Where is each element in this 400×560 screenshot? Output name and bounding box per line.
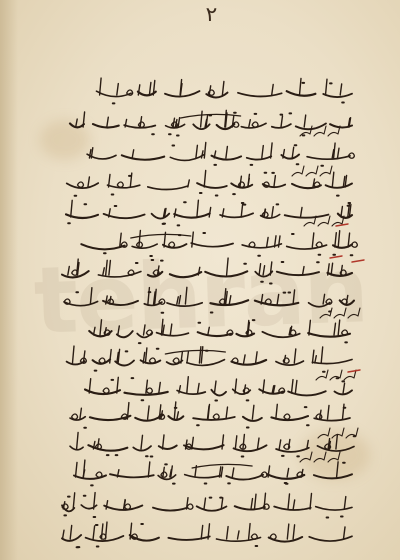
script-stroke <box>170 272 201 277</box>
script-stroke <box>85 390 120 395</box>
script-stroke <box>163 325 165 335</box>
script-stroke <box>148 462 150 477</box>
script-stroke <box>110 474 154 477</box>
script-stroke <box>249 524 251 539</box>
script-stroke <box>293 500 295 509</box>
script-stroke <box>149 83 151 96</box>
script-stroke <box>159 382 161 393</box>
margin-note-stroke <box>332 428 344 438</box>
margin-note-stroke <box>334 308 346 318</box>
script-stroke <box>263 266 265 275</box>
script-stroke <box>277 272 319 275</box>
script-stroke <box>144 325 146 335</box>
script-stroke <box>333 245 352 248</box>
script-stroke <box>281 116 283 127</box>
script-stroke <box>117 84 119 95</box>
watermark-logo: tehran <box>32 236 369 355</box>
script-stroke <box>263 504 269 509</box>
margin-note-stroke <box>346 428 358 438</box>
script-stroke <box>208 90 214 95</box>
script-stroke <box>239 182 245 187</box>
script-stroke <box>187 504 193 509</box>
script-stroke <box>215 381 217 393</box>
script-stroke <box>258 438 260 449</box>
script-stroke <box>232 468 234 477</box>
script-stroke <box>201 347 203 363</box>
script-stroke <box>117 182 123 187</box>
script-stroke <box>153 508 188 511</box>
script-stroke <box>103 388 109 393</box>
script-stroke <box>312 350 314 363</box>
script-stroke <box>148 288 150 304</box>
script-stroke <box>304 115 306 127</box>
script-stroke <box>68 267 70 276</box>
script-stroke <box>287 91 316 96</box>
script-stroke <box>71 200 73 217</box>
script-stroke <box>274 176 276 187</box>
script-stroke <box>288 494 290 509</box>
script-stroke <box>323 94 352 97</box>
margin-note-stroke <box>318 216 330 226</box>
rubric-mark <box>352 260 364 262</box>
script-stroke <box>110 350 112 363</box>
script-stroke <box>276 448 309 452</box>
script-stroke <box>290 330 296 335</box>
script-stroke <box>331 263 333 275</box>
script-stroke <box>117 331 133 337</box>
script-stroke <box>235 436 237 449</box>
script-stroke <box>243 434 245 449</box>
margin-note-stroke <box>314 452 326 462</box>
script-stroke <box>234 445 267 451</box>
script-stroke <box>348 153 354 158</box>
script-stroke <box>118 326 120 335</box>
script-stroke <box>229 296 231 304</box>
script-stroke <box>185 287 187 304</box>
script-stroke <box>221 498 223 509</box>
script-stroke <box>255 494 257 509</box>
script-stroke <box>100 320 102 335</box>
script-stroke <box>338 148 340 158</box>
margin-note-stroke <box>320 308 332 318</box>
script-stroke <box>276 361 303 365</box>
margin-note-stroke <box>316 370 328 380</box>
script-stroke <box>90 288 92 304</box>
script-stroke <box>174 213 210 217</box>
margin-note-stroke <box>348 308 360 318</box>
script-stroke <box>312 360 352 364</box>
script-stroke <box>170 324 172 335</box>
script-stroke <box>272 85 274 96</box>
script-stroke <box>238 531 240 539</box>
script-stroke <box>233 122 239 127</box>
script-stroke <box>62 535 81 541</box>
script-stroke <box>279 440 281 449</box>
script-stroke <box>235 506 265 509</box>
script-stroke <box>292 380 294 393</box>
script-stroke <box>335 233 337 247</box>
script-stroke <box>343 404 345 419</box>
script-stroke <box>78 182 84 187</box>
script-stroke <box>337 462 339 477</box>
script-stroke <box>199 347 201 363</box>
script-stroke <box>209 207 211 217</box>
script-stroke <box>169 242 175 247</box>
script-stroke <box>132 150 134 158</box>
rubric-mark <box>348 370 360 372</box>
script-stroke <box>145 348 147 363</box>
script-stroke <box>173 358 179 363</box>
script-stroke <box>276 404 278 419</box>
script-stroke <box>303 267 305 275</box>
script-stroke <box>93 526 95 539</box>
script-stroke <box>192 232 194 247</box>
script-stroke <box>88 177 90 187</box>
script-stroke <box>252 405 254 419</box>
script-stroke <box>98 272 140 277</box>
script-stroke <box>174 209 176 217</box>
script-stroke <box>109 261 111 276</box>
script-stroke <box>293 525 295 539</box>
script-stroke <box>238 93 282 97</box>
script-stroke <box>272 207 274 217</box>
script-stroke <box>177 391 205 395</box>
script-stroke <box>227 527 229 539</box>
script-stroke <box>83 460 85 477</box>
script-stroke <box>96 472 102 477</box>
script-stroke <box>77 432 79 449</box>
rubric-mark <box>330 256 342 258</box>
script-stroke <box>334 323 336 335</box>
script-stroke <box>343 176 345 187</box>
script-stroke <box>168 416 183 420</box>
script-stroke <box>100 78 102 95</box>
margin-note-stroke <box>328 452 340 462</box>
script-stroke <box>139 230 141 247</box>
script-stroke <box>288 391 326 395</box>
script-stroke <box>196 145 198 158</box>
script-stroke <box>103 268 105 275</box>
script-stroke <box>106 260 108 275</box>
script-stroke <box>187 360 225 366</box>
script-stroke <box>287 469 289 478</box>
script-stroke <box>251 499 253 509</box>
script-stroke <box>198 384 200 394</box>
script-stroke <box>351 242 357 247</box>
script-stroke <box>222 435 224 449</box>
script-stroke <box>259 264 261 275</box>
script-stroke <box>73 493 75 509</box>
script-stroke <box>148 186 188 190</box>
script-stroke <box>300 78 302 95</box>
script-stroke <box>76 462 78 477</box>
script-stroke <box>177 412 179 419</box>
rubric-mark <box>336 224 348 226</box>
script-stroke <box>132 244 157 248</box>
script-stroke <box>101 524 103 539</box>
script-stroke <box>73 346 75 363</box>
script-stroke <box>204 143 206 159</box>
script-stroke <box>201 111 203 127</box>
script-stroke <box>62 271 89 277</box>
script-stroke <box>344 527 346 539</box>
script-stroke <box>338 320 340 335</box>
script-stroke <box>227 258 229 275</box>
script-stroke <box>301 208 303 218</box>
script-stroke <box>208 404 210 419</box>
margin-note-stroke <box>306 166 318 176</box>
script-stroke <box>309 536 352 541</box>
script-stroke <box>93 124 119 127</box>
script-stroke <box>146 388 152 393</box>
script-stroke <box>178 118 180 127</box>
script-stroke <box>321 347 323 363</box>
margin-note-stroke <box>292 166 304 176</box>
script-stroke <box>201 525 203 539</box>
script-stroke <box>340 270 346 275</box>
script-stroke <box>312 233 314 247</box>
script-stroke <box>167 303 202 306</box>
script-stroke <box>283 358 289 363</box>
script-stroke <box>316 242 322 247</box>
script-stroke <box>226 146 228 158</box>
script-stroke <box>185 475 222 478</box>
script-stroke <box>97 91 132 96</box>
script-stroke <box>294 349 296 363</box>
script-stroke <box>191 243 233 247</box>
script-stroke <box>235 379 237 393</box>
script-stroke <box>197 200 199 217</box>
script-stroke <box>287 524 289 539</box>
script-stroke <box>343 383 345 393</box>
script-stroke <box>222 82 224 96</box>
script-stroke <box>315 356 317 363</box>
script-stroke <box>220 213 253 217</box>
script-stroke <box>328 405 330 419</box>
script-stroke <box>292 147 294 158</box>
script-stroke <box>161 411 163 419</box>
script-stroke <box>63 530 65 539</box>
script-stroke <box>125 504 131 509</box>
script-stroke <box>293 290 295 304</box>
script-stroke <box>316 507 352 510</box>
script-stroke <box>141 435 143 449</box>
script-stroke <box>76 119 78 127</box>
script-stroke <box>168 537 209 540</box>
script-stroke <box>340 84 342 95</box>
folio-number: ۲ <box>205 2 218 26</box>
script-stroke <box>295 381 297 394</box>
script-stroke <box>248 174 250 187</box>
script-stroke <box>152 214 170 219</box>
script-stroke <box>323 294 325 304</box>
script-stroke <box>165 91 200 97</box>
script-stroke <box>307 156 350 159</box>
script-stroke <box>202 151 204 158</box>
script-stroke <box>326 79 328 95</box>
script-stroke <box>226 407 228 419</box>
script-stroke <box>211 390 226 396</box>
script-stroke <box>148 406 150 419</box>
script-stroke <box>274 507 311 511</box>
script-stroke <box>122 155 164 159</box>
script-stroke <box>241 204 243 218</box>
script-stroke <box>133 446 151 451</box>
script-stroke <box>187 352 189 363</box>
script-stroke <box>188 180 190 187</box>
script-stroke <box>341 207 343 218</box>
script-stroke <box>252 122 258 127</box>
script-stroke <box>244 355 246 363</box>
margin-note-stroke <box>318 428 330 438</box>
script-stroke <box>70 526 72 540</box>
script-stroke <box>72 414 78 419</box>
script-stroke <box>80 408 82 419</box>
script-stroke <box>174 402 176 419</box>
script-stroke <box>256 352 258 363</box>
script-stroke <box>170 154 204 160</box>
script-stroke <box>204 498 206 509</box>
margin-note-stroke <box>320 166 332 176</box>
script-stroke <box>187 377 189 393</box>
script-stroke <box>249 120 251 127</box>
script-stroke <box>197 183 227 188</box>
script-stroke <box>204 171 206 188</box>
script-stroke <box>314 474 352 478</box>
script-stroke <box>179 296 181 304</box>
script-stroke <box>332 172 334 187</box>
script-stroke <box>336 434 338 449</box>
script-stroke <box>344 497 346 509</box>
script-stroke <box>310 493 312 509</box>
script-stroke <box>107 117 109 127</box>
script-stroke <box>338 231 340 247</box>
script-stroke <box>267 238 269 248</box>
script-stroke <box>198 332 232 336</box>
script-stroke <box>177 297 179 304</box>
script-stroke <box>99 358 105 363</box>
script-stroke <box>163 435 165 449</box>
margin-note-stroke <box>300 452 312 462</box>
script-stroke <box>262 146 264 158</box>
script-stroke <box>247 156 271 159</box>
script-stroke <box>171 466 173 477</box>
script-stroke <box>118 349 120 363</box>
script-stroke <box>159 446 177 449</box>
script-stroke <box>81 244 124 249</box>
script-stroke <box>165 350 225 354</box>
margin-note-stroke <box>300 126 312 136</box>
script-stroke <box>326 184 352 188</box>
script-stroke <box>208 327 210 335</box>
script-stroke <box>284 414 290 419</box>
script-stroke <box>277 294 279 304</box>
script-stroke <box>285 215 329 218</box>
script-stroke <box>213 414 219 419</box>
script-stroke <box>221 467 223 477</box>
